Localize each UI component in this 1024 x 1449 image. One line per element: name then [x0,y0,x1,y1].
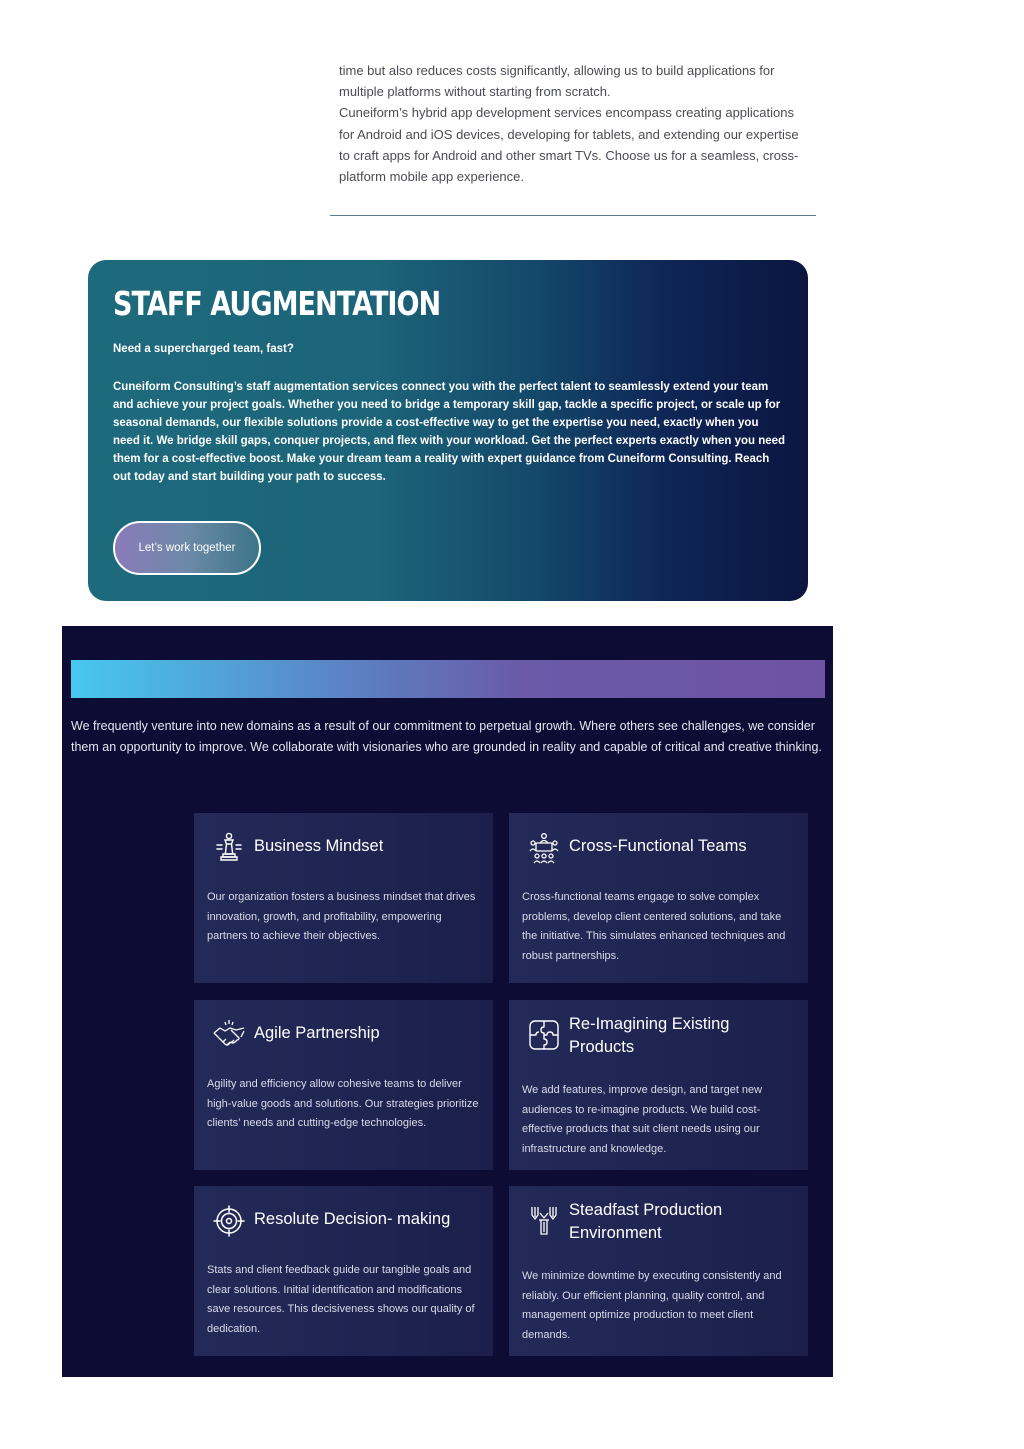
feature-card-steadfast-production [509,1186,808,1356]
staff-augmentation-description: Cuneiform Consulting’s staff augmentation services connect you with the perfect talent to seamlessly extend your team and achieve your project goals. Whether you need to bridge a temporary skill gap, tackle a specific project, or scale up for seasonal demands, our flexible solutions provide a cost-effective way to get the expertise you need, exactly when you need it. We bridge skill gaps, conquer projects, and flex with your workload. Get the perfect experts exactly when you need them for a cost-effective boost. Make your dream team a reality with expert guidance from Cuneiform Consulting. Reach out today and start building your path to success. [113,381,786,483]
intro-text-block [339,60,809,187]
team-icon [527,831,561,865]
handshake-icon [212,1018,246,1052]
why-choose-us-section [62,626,833,1377]
feature-title: Resolute Decision- making [254,1210,451,1228]
feature-description: Our organization fosters a business mindset that drives innovation, growth, and profitability, empowering partners to achieve their objectives. [207,891,476,943]
feature-title: Cross-Functional Teams [569,837,747,855]
chess-piece-icon [212,831,246,865]
feature-title: Re-Imagining Existing Products [569,1015,730,1056]
lets-work-together-button[interactable]: Let’s work together [113,521,261,575]
feature-card-agile-partnership [194,1000,493,1170]
feature-title: Agile Partnership [254,1024,380,1042]
feature-description: We add features, improve design, and target new audiences to re-imagine products. We build cost-effective products that suit client needs using our infrastructure and knowledge. [522,1084,763,1155]
puzzle-icon [527,1018,561,1052]
feature-description: We minimize downtime by executing consistently and reliably. Our efficient planning, quality control, and management optimize production to meet client demands. [522,1270,782,1341]
feature-card-resolute-decision-making [194,1186,493,1356]
feature-card-cross-functional-teams [509,813,808,983]
target-icon [212,1204,246,1238]
staff-augmentation-title: STAFF AUGMENTATION [113,284,441,323]
feature-card-re-imagining-products [509,1000,808,1170]
staff-augmentation-card [88,260,808,601]
production-icon [527,1204,561,1238]
section-intro-text: We frequently venture into new domains as a result of our commitment to perpetual growth. Where others see challenges, we consider them an opportunity to improve. We collaborate with visionaries who are grounded in reality and capable of critical and creative thinking. [71,719,822,755]
feature-description: Stats and client feedback guide our tangible goals and clear solutions. Initial identification and modifications save resources. This decisiveness shows our quality of dedication. [207,1264,475,1335]
gradient-banner [71,660,825,698]
section-divider [330,215,816,216]
feature-description: Cross-functional teams engage to solve complex problems, develop client centered solutions, and take the initiative. This simulates enhanced techniques and robust partnerships. [522,891,786,962]
staff-augmentation-subtitle: Need a supercharged team, fast? [113,343,294,355]
feature-title: Business Mindset [254,837,384,855]
feature-card-business-mindset [194,813,493,983]
feature-description: Agility and efficiency allow cohesive teams to deliver high-value goods and solutions. Our strategies prioritize clients’ needs and cutting-edge technologies. [207,1078,479,1130]
intro-paragraph-1: time but also reduces costs significantly, allowing us to build applications for multiple platforms without starting from scratch. [339,63,775,100]
feature-title: Steadfast Production Environment [569,1201,723,1242]
intro-paragraph-2: Cuneiform’s hybrid app development services encompass creating applications for Android and iOS devices, developing for tablets, and extending our expertise to craft apps for Android and other smart TVs. Choose us for a seamless, cross-platform mobile app experience. [339,105,799,185]
